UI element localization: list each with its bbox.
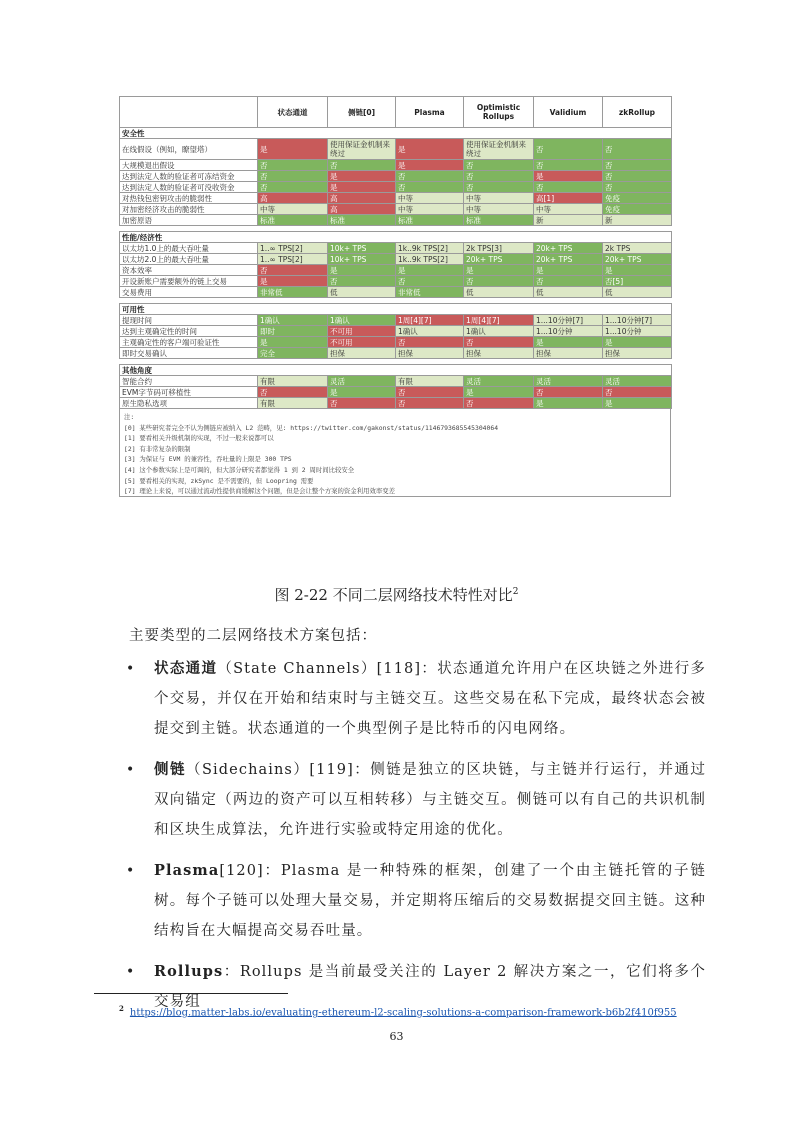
row-label: 达到法定人数的验证者可没收资金 xyxy=(120,182,258,193)
table-cell: 是 xyxy=(603,398,672,409)
figure-caption: 图 2-22 不同二层网络技术特性对比$^2$ xyxy=(274,586,519,604)
table-cell: 中等 xyxy=(258,204,328,215)
table-cell: 是 xyxy=(258,276,328,287)
table-row xyxy=(120,387,672,398)
table-cell: 灵活 xyxy=(534,376,603,387)
list-item-text xyxy=(154,654,706,744)
table-cell: 灵活 xyxy=(328,376,396,387)
note-line: [0] 某些研究者完全不认为侧链应被纳入 L2 范畴，见: https://twitter.com/gakonst/status/1146793685545304064 xyxy=(124,423,499,432)
column-header: 侧链[0] xyxy=(328,97,396,128)
row-label: 开设新账户需要额外的链上交易 xyxy=(120,276,258,287)
column-header: 状态通道 xyxy=(258,97,328,128)
list-item xyxy=(126,654,706,744)
table-row xyxy=(120,193,672,204)
table-row xyxy=(120,182,672,193)
table-cell: 1确认 xyxy=(396,326,464,337)
note-line: [5] 要看相关的实现，zkSync 是不需要的，但 Loopring 需要 xyxy=(124,476,314,485)
list-item-text xyxy=(154,755,706,845)
list-item-body: ：Rollups 是当前最受关注的 Layer 2 解决方案之一，它们将多个交易组 xyxy=(154,964,706,1010)
table-cell: 免疫 xyxy=(603,193,672,204)
row-label: 即时交易确认 xyxy=(120,348,258,359)
table-cell: 有限 xyxy=(258,398,328,409)
table-cell: 是 xyxy=(464,387,534,398)
bullet-dot-icon: • xyxy=(126,762,135,778)
table-cell: 1确认 xyxy=(464,326,534,337)
bullet-dot-icon: • xyxy=(126,863,135,879)
table-row xyxy=(120,243,672,254)
table-cell: 低 xyxy=(464,287,534,298)
row-label: 原生隐私选项 xyxy=(120,398,258,409)
table-cell: 是 xyxy=(396,160,464,171)
row-label: 主观确定性的客户端可验证性 xyxy=(120,337,258,348)
table-cell: 1...10分钟 xyxy=(603,326,672,337)
table-cell: 是 xyxy=(258,139,328,160)
row-label: 达到法定人数的验证者可冻结资金 xyxy=(120,171,258,182)
table-cell: 10k+ TPS xyxy=(328,254,396,265)
table-cell: 否 xyxy=(464,398,534,409)
table-cell: 10k+ TPS xyxy=(328,243,396,254)
note-line: [3] 为保证与 EVM 的兼容性，吞吐量的上限是 300 TPS xyxy=(124,455,292,464)
table-cell: 完全 xyxy=(258,348,328,359)
table-cell: 1...10分钟 xyxy=(534,326,603,337)
table-cell: 是 xyxy=(396,265,464,276)
table-cell: 否 xyxy=(464,182,534,193)
list-item-text xyxy=(154,856,706,946)
table-cell: 高[1] xyxy=(534,193,603,204)
table-cell: 1..∞ TPS[2] xyxy=(258,254,328,265)
bullet-list xyxy=(126,654,706,1028)
table-row xyxy=(120,254,672,265)
table-cell: 否 xyxy=(464,276,534,287)
table-cell: 担保 xyxy=(396,348,464,359)
table-cell: 否 xyxy=(603,387,672,398)
table-cell: 标准 xyxy=(464,215,534,226)
column-header: Plasma xyxy=(396,97,464,128)
column-header: Optimistic Rollups xyxy=(464,97,534,128)
column-header: Validium xyxy=(534,97,603,128)
comparison-table-figure xyxy=(119,96,671,497)
table-cell: 不可用 xyxy=(328,326,396,337)
table-row xyxy=(120,326,672,337)
table-cell: 否 xyxy=(396,337,464,348)
footnote-mark: 2 xyxy=(119,1004,124,1013)
table-cell: 否 xyxy=(258,182,328,193)
table-cell: 灵活 xyxy=(603,376,672,387)
table-cell: 否 xyxy=(534,139,603,160)
page-number: 63 xyxy=(389,1030,404,1043)
table-row xyxy=(120,398,672,409)
section-header-row xyxy=(120,365,672,376)
table-cell: 否 xyxy=(396,182,464,193)
table-cell: 否 xyxy=(464,160,534,171)
table-cell: 不可用 xyxy=(328,337,396,348)
table-cell: 1...10分钟[7] xyxy=(534,315,603,326)
table-cell: 有限 xyxy=(258,376,328,387)
list-item xyxy=(126,755,706,845)
table-cell: 中等 xyxy=(464,193,534,204)
table-cell: 标准 xyxy=(328,215,396,226)
table-cell: 中等 xyxy=(396,204,464,215)
bullet-dot-icon: • xyxy=(126,661,135,677)
table-cell: 担保 xyxy=(534,348,603,359)
table-cell: 否 xyxy=(396,276,464,287)
table-cell: 否 xyxy=(258,265,328,276)
table-cell: 是 xyxy=(603,265,672,276)
caption-footnote-ref[interactable]: 2 xyxy=(512,587,519,597)
table-row xyxy=(120,265,672,276)
table-cell: 高 xyxy=(328,193,396,204)
table-cell: 否 xyxy=(534,387,603,398)
table-cell: 中等 xyxy=(534,204,603,215)
row-label: 大规模退出假设 xyxy=(120,160,258,171)
table-cell: 否 xyxy=(534,276,603,287)
section-header: 其他角度 xyxy=(120,365,672,376)
note-line: [4] 这个参数实际上是可调的，但大部分研究者都觉得 1 到 2 周时间比较安全 xyxy=(124,465,355,474)
list-item-body: （State Channels）[118]：状态通道允许用户在区块链之外进行多个交易，并仅在开始和结束时与主链交互。这些交易在私下完成，最终状态会被提交到主链。状态通道的一个典型例子是比特币的闪电网络。 xyxy=(154,661,706,737)
table-row xyxy=(120,139,672,160)
bullet-dot-icon: • xyxy=(126,964,135,980)
list-item xyxy=(126,856,706,946)
table-cell: 2k TPS[3] xyxy=(464,243,534,254)
table-cell: 非常低 xyxy=(258,287,328,298)
footnote-divider xyxy=(94,993,288,994)
table-cell: 担保 xyxy=(328,348,396,359)
header-corner xyxy=(120,97,258,128)
table-row xyxy=(120,204,672,215)
table-cell: 担保 xyxy=(603,348,672,359)
table-cell: 担保 xyxy=(464,348,534,359)
table-row xyxy=(120,215,672,226)
table-cell: 否 xyxy=(396,171,464,182)
list-item-title: 侧链 xyxy=(154,761,187,778)
table-cell: 灵活 xyxy=(464,376,534,387)
table-cell: 否 xyxy=(534,182,603,193)
table-cell: 有限 xyxy=(396,376,464,387)
table-cell: 否 xyxy=(396,387,464,398)
table-cell: 使用保证金机制来绕过 xyxy=(464,139,534,160)
table-row xyxy=(120,276,672,287)
table-row xyxy=(120,348,672,359)
table-cell: 是 xyxy=(534,265,603,276)
section-header-row xyxy=(120,304,672,315)
table-cell: 1确认 xyxy=(258,315,328,326)
table-cell: 是 xyxy=(258,337,328,348)
table-cell: 否 xyxy=(464,337,534,348)
table-cell: 新 xyxy=(534,215,603,226)
table-cell: 否 xyxy=(603,182,672,193)
note-line: [2] 有非常复杂的限制 xyxy=(124,444,191,453)
table-cell: 否[5] xyxy=(603,276,672,287)
row-label: 提现时间 xyxy=(120,315,258,326)
table-cell: 低 xyxy=(534,287,603,298)
table-cell: 否 xyxy=(603,160,672,171)
row-label: 交易费用 xyxy=(120,287,258,298)
list-item-body: [120]：Plasma 是一种特殊的框架，创建了一个由主链托管的子链树。每个子链可以处理大量交易，并定期将压缩后的交易数据提交回主链。这种结构旨在大幅提高交易吞吐量。 xyxy=(154,863,706,939)
table-cell: 否 xyxy=(328,398,396,409)
row-label: 加密原语 xyxy=(120,215,258,226)
table-cell: 否 xyxy=(603,171,672,182)
table-cell: 否 xyxy=(464,171,534,182)
table-cell: 1周[4][7] xyxy=(396,315,464,326)
table-cell: 低 xyxy=(328,287,396,298)
table-cell: 1周[4][7] xyxy=(464,315,534,326)
table-cell: 1..∞ TPS[2] xyxy=(258,243,328,254)
row-label: 智能合约 xyxy=(120,376,258,387)
list-item-body: （Sidechains）[119]：侧链是独立的区块链，与主链并行运行，并通过双向锚定（两边的资产可以互相转移）与主链交互。侧链可以有自己的共识机制和区块生成算法，允许进行实验或特定用途的优化。 xyxy=(154,762,707,838)
row-label: 达到主观确定性的时间 xyxy=(120,326,258,337)
section-header: 性能/经济性 xyxy=(120,232,672,243)
table-cell: 标准 xyxy=(258,215,328,226)
table-cell: 1确认 xyxy=(328,315,396,326)
section-header: 可用性 xyxy=(120,304,672,315)
table-row xyxy=(120,337,672,348)
table-row xyxy=(120,376,672,387)
table-cell: 是 xyxy=(534,171,603,182)
table-cell: 否 xyxy=(258,387,328,398)
comparison-table xyxy=(119,96,672,409)
table-cell: 免疫 xyxy=(603,204,672,215)
table-cell: 1...10分钟[7] xyxy=(603,315,672,326)
section-header: 安全性 xyxy=(120,128,672,139)
table-cell: 否 xyxy=(534,160,603,171)
table-cell: 否 xyxy=(328,276,396,287)
table-header-row xyxy=(120,97,672,128)
table-row xyxy=(120,287,672,298)
table-cell: 高 xyxy=(328,204,396,215)
table-cell: 即时 xyxy=(258,326,328,337)
table-cell: 20k+ TPS xyxy=(464,254,534,265)
column-header: zkRollup xyxy=(603,97,672,128)
footnote-link[interactable]: https://blog.matter-labs.io/evaluating-ethereum-l2-scaling-solutions-a-comparison-framework-b6b2f410f955 xyxy=(129,1007,677,1019)
list-item-title: Rollups xyxy=(154,963,224,980)
table-cell: 否 xyxy=(603,139,672,160)
table-cell: 新 xyxy=(603,215,672,226)
table-cell: 1k..9k TPS[2] xyxy=(396,254,464,265)
table-cell: 是 xyxy=(603,337,672,348)
row-label: 以太坊1.0上的最大吞吐量 xyxy=(120,243,258,254)
row-label: 以太坊2.0上的最大吞吐量 xyxy=(120,254,258,265)
table-cell: 否 xyxy=(258,171,328,182)
list-item-title: 状态通道 xyxy=(154,660,218,677)
list-item-title: Plasma xyxy=(154,862,220,879)
table-cell: 是 xyxy=(328,171,396,182)
table-cell: 否 xyxy=(328,160,396,171)
table-cell: 否 xyxy=(396,398,464,409)
table-cell: 1k..9k TPS[2] xyxy=(396,243,464,254)
table-cell: 标准 xyxy=(396,215,464,226)
table-cell: 否 xyxy=(258,160,328,171)
table-cell: 非常低 xyxy=(396,287,464,298)
table-cell: 是 xyxy=(396,139,464,160)
section-header-row xyxy=(120,128,672,139)
footnote xyxy=(119,1004,677,1018)
section-header-row xyxy=(120,232,672,243)
row-label: 资本效率 xyxy=(120,265,258,276)
table-cell: 20k+ TPS xyxy=(534,243,603,254)
table-row xyxy=(120,315,672,326)
table-row xyxy=(120,171,672,182)
row-label: 在线假设（例如，瞭望塔） xyxy=(120,139,258,160)
table-cell: 2k TPS xyxy=(603,243,672,254)
table-cell: 是 xyxy=(534,337,603,348)
row-label: EVM字节码可移植性 xyxy=(120,387,258,398)
table-cell: 是 xyxy=(328,387,396,398)
table-cell: 是 xyxy=(328,182,396,193)
row-label: 对加密经济攻击的脆弱性 xyxy=(120,204,258,215)
table-cell: 低 xyxy=(603,287,672,298)
row-label: 对热钱包密钥攻击的脆弱性 xyxy=(120,193,258,204)
table-row xyxy=(120,160,672,171)
table-cell: 20k+ TPS xyxy=(534,254,603,265)
note-line: [7] 理论上来说，可以通过流动性提供商缓解这个问题，但是会让整个方案的资金利用效率变差 xyxy=(124,487,396,496)
table-notes xyxy=(119,409,671,497)
table-cell: 20k+ TPS xyxy=(603,254,672,265)
table-cell: 高 xyxy=(258,193,328,204)
table-cell: 中等 xyxy=(396,193,464,204)
note-line: [1] 要看相关升级机制的实现，不过一般来说都可以 xyxy=(124,434,274,443)
table-cell: 中等 xyxy=(464,204,534,215)
note-line: 注: xyxy=(124,413,135,421)
table-cell: 是 xyxy=(534,398,603,409)
table-cell: 使用保证金机制来绕过 xyxy=(328,139,396,160)
table-cell: 是 xyxy=(328,265,396,276)
intro-paragraph: 主要类型的二层网络技术方案包括： xyxy=(129,628,377,644)
table-cell: 是 xyxy=(464,265,534,276)
